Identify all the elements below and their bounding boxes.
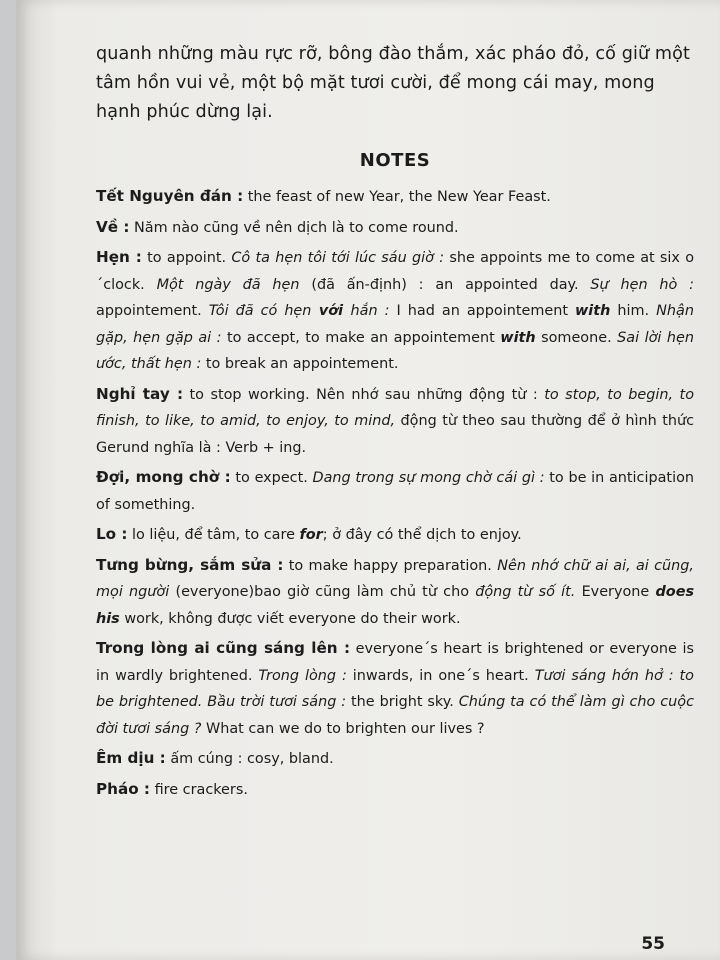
note-text: Năm nào cũng về nên dịch là to come round.	[129, 219, 459, 236]
note-headword: Về :	[96, 217, 130, 236]
note-text: the bright sky.	[346, 694, 459, 710]
note-text: him.	[610, 303, 657, 319]
note-headword: Nghỉ tay :	[96, 384, 184, 403]
note-text: appointement.	[96, 303, 209, 319]
note-text: động từ theo sau thường để ở hình thức Gerund nghĩa là : Verb + ing.	[96, 413, 694, 456]
note-text: work, không được viết everyone do their work.	[119, 610, 461, 627]
note-text: Chúng ta có thể làm gì cho cuộc đời tươi sáng ?	[96, 694, 694, 737]
note-entry	[96, 745, 694, 773]
note-text: với	[311, 303, 351, 319]
note-text: Dang trong sự mong chờ cái gì :	[312, 470, 545, 486]
note-entry	[96, 381, 694, 462]
note-text: everyone´s heart is brightened or everyone is in wardly brightened.	[96, 641, 695, 684]
note-entry	[96, 521, 694, 549]
note-text: Tươi sáng hớn hở : to be brightened. Bầu trời tươi sáng :	[96, 667, 694, 710]
intro-paragraph: quanh những màu rực rỡ, bông đào thắm, xác pháo đỏ, cố giữ một tâm hồn vui vẻ, một bộ mặt tươi cười, để mong cái may, mong hạnh phúc dừng lại.	[96, 44, 691, 122]
note-text: hắn :	[350, 303, 390, 319]
note-text: Everyone	[575, 584, 656, 600]
note-text: with	[575, 303, 611, 319]
note-text: I had an appointement	[389, 303, 576, 319]
note-text: to stop working. Nên nhớ sau những động từ :	[183, 386, 545, 403]
page-content	[96, 40, 694, 806]
note-text: (everyone)bao giờ cũng làm chủ từ cho	[169, 584, 476, 600]
note-text: Tôi đã có hẹn	[208, 303, 312, 319]
note-text: Trong lòng :	[258, 667, 347, 684]
note-entry	[96, 183, 694, 211]
note-text: for	[299, 527, 323, 543]
note-text: to accept, to make an appointement	[221, 329, 501, 346]
note-headword: Pháo :	[96, 779, 150, 798]
page-number: 55	[641, 934, 665, 954]
notes-list	[96, 183, 694, 803]
note-text: Cô ta hẹn tôi tới lúc sáu giờ :	[231, 250, 445, 266]
note-entry	[96, 214, 694, 242]
note-text: she appoints me to come at six o´clock.	[96, 250, 695, 293]
note-headword: Tết Nguyên đán :	[96, 187, 244, 205]
note-headword: Êm dịu :	[96, 749, 166, 767]
note-text: Một ngày đã hẹn	[156, 276, 300, 293]
note-headword: Lo :	[96, 525, 128, 543]
note-text: fire crackers.	[150, 781, 248, 798]
note-text: Nhận gặp, hẹn gặp ai :	[96, 303, 694, 346]
note-headword: Đợi, mong chờ :	[96, 468, 231, 486]
note-text: to expect.	[230, 470, 313, 486]
note-text: động từ số ít.	[475, 584, 576, 600]
note-entry	[96, 464, 694, 518]
note-text: Nên nhớ chữ ai ai, ai cũng, mọi người	[96, 557, 694, 600]
note-text: with	[500, 329, 536, 346]
note-headword: Hẹn :	[96, 248, 142, 266]
book-page	[16, 0, 720, 960]
note-text: What can we do to brighten our lives ?	[201, 720, 485, 737]
note-text: to break an appointement.	[201, 356, 399, 372]
note-text: the feast of new Year, the New Year Feast.	[243, 189, 551, 205]
note-text: ; ở đây có thể dịch to enjoy.	[322, 527, 522, 543]
notes-heading: NOTES	[359, 150, 431, 171]
note-text: inwards, in one´s heart.	[346, 667, 535, 684]
note-text: (đã ấn-định) : an appointed day.	[299, 276, 591, 293]
note-text: to appoint.	[141, 250, 232, 266]
note-text: to make happy preparation.	[283, 557, 498, 574]
note-entry	[96, 552, 694, 633]
note-text: does his	[96, 584, 695, 627]
note-text: Sai lời hẹn ước, thất hẹn :	[96, 329, 694, 372]
note-entry	[96, 776, 694, 804]
note-text: someone.	[535, 329, 618, 346]
note-text: to be in anticipation of something.	[96, 470, 694, 513]
note-headword: Tưng bừng, sắm sửa :	[96, 555, 284, 574]
note-entry	[96, 635, 694, 742]
note-entry	[96, 244, 694, 378]
note-text: lo liệu, để tâm, to care	[127, 527, 300, 543]
note-text: Sự hẹn hò :	[590, 276, 694, 293]
note-text: to stop, to begin, to finish, to like, to amid, to enjoy, to mind,	[96, 386, 695, 429]
note-text: ấm cúng : cosy, bland.	[165, 751, 334, 767]
note-headword: Trong lòng ai cũng sáng lên :	[96, 639, 351, 657]
